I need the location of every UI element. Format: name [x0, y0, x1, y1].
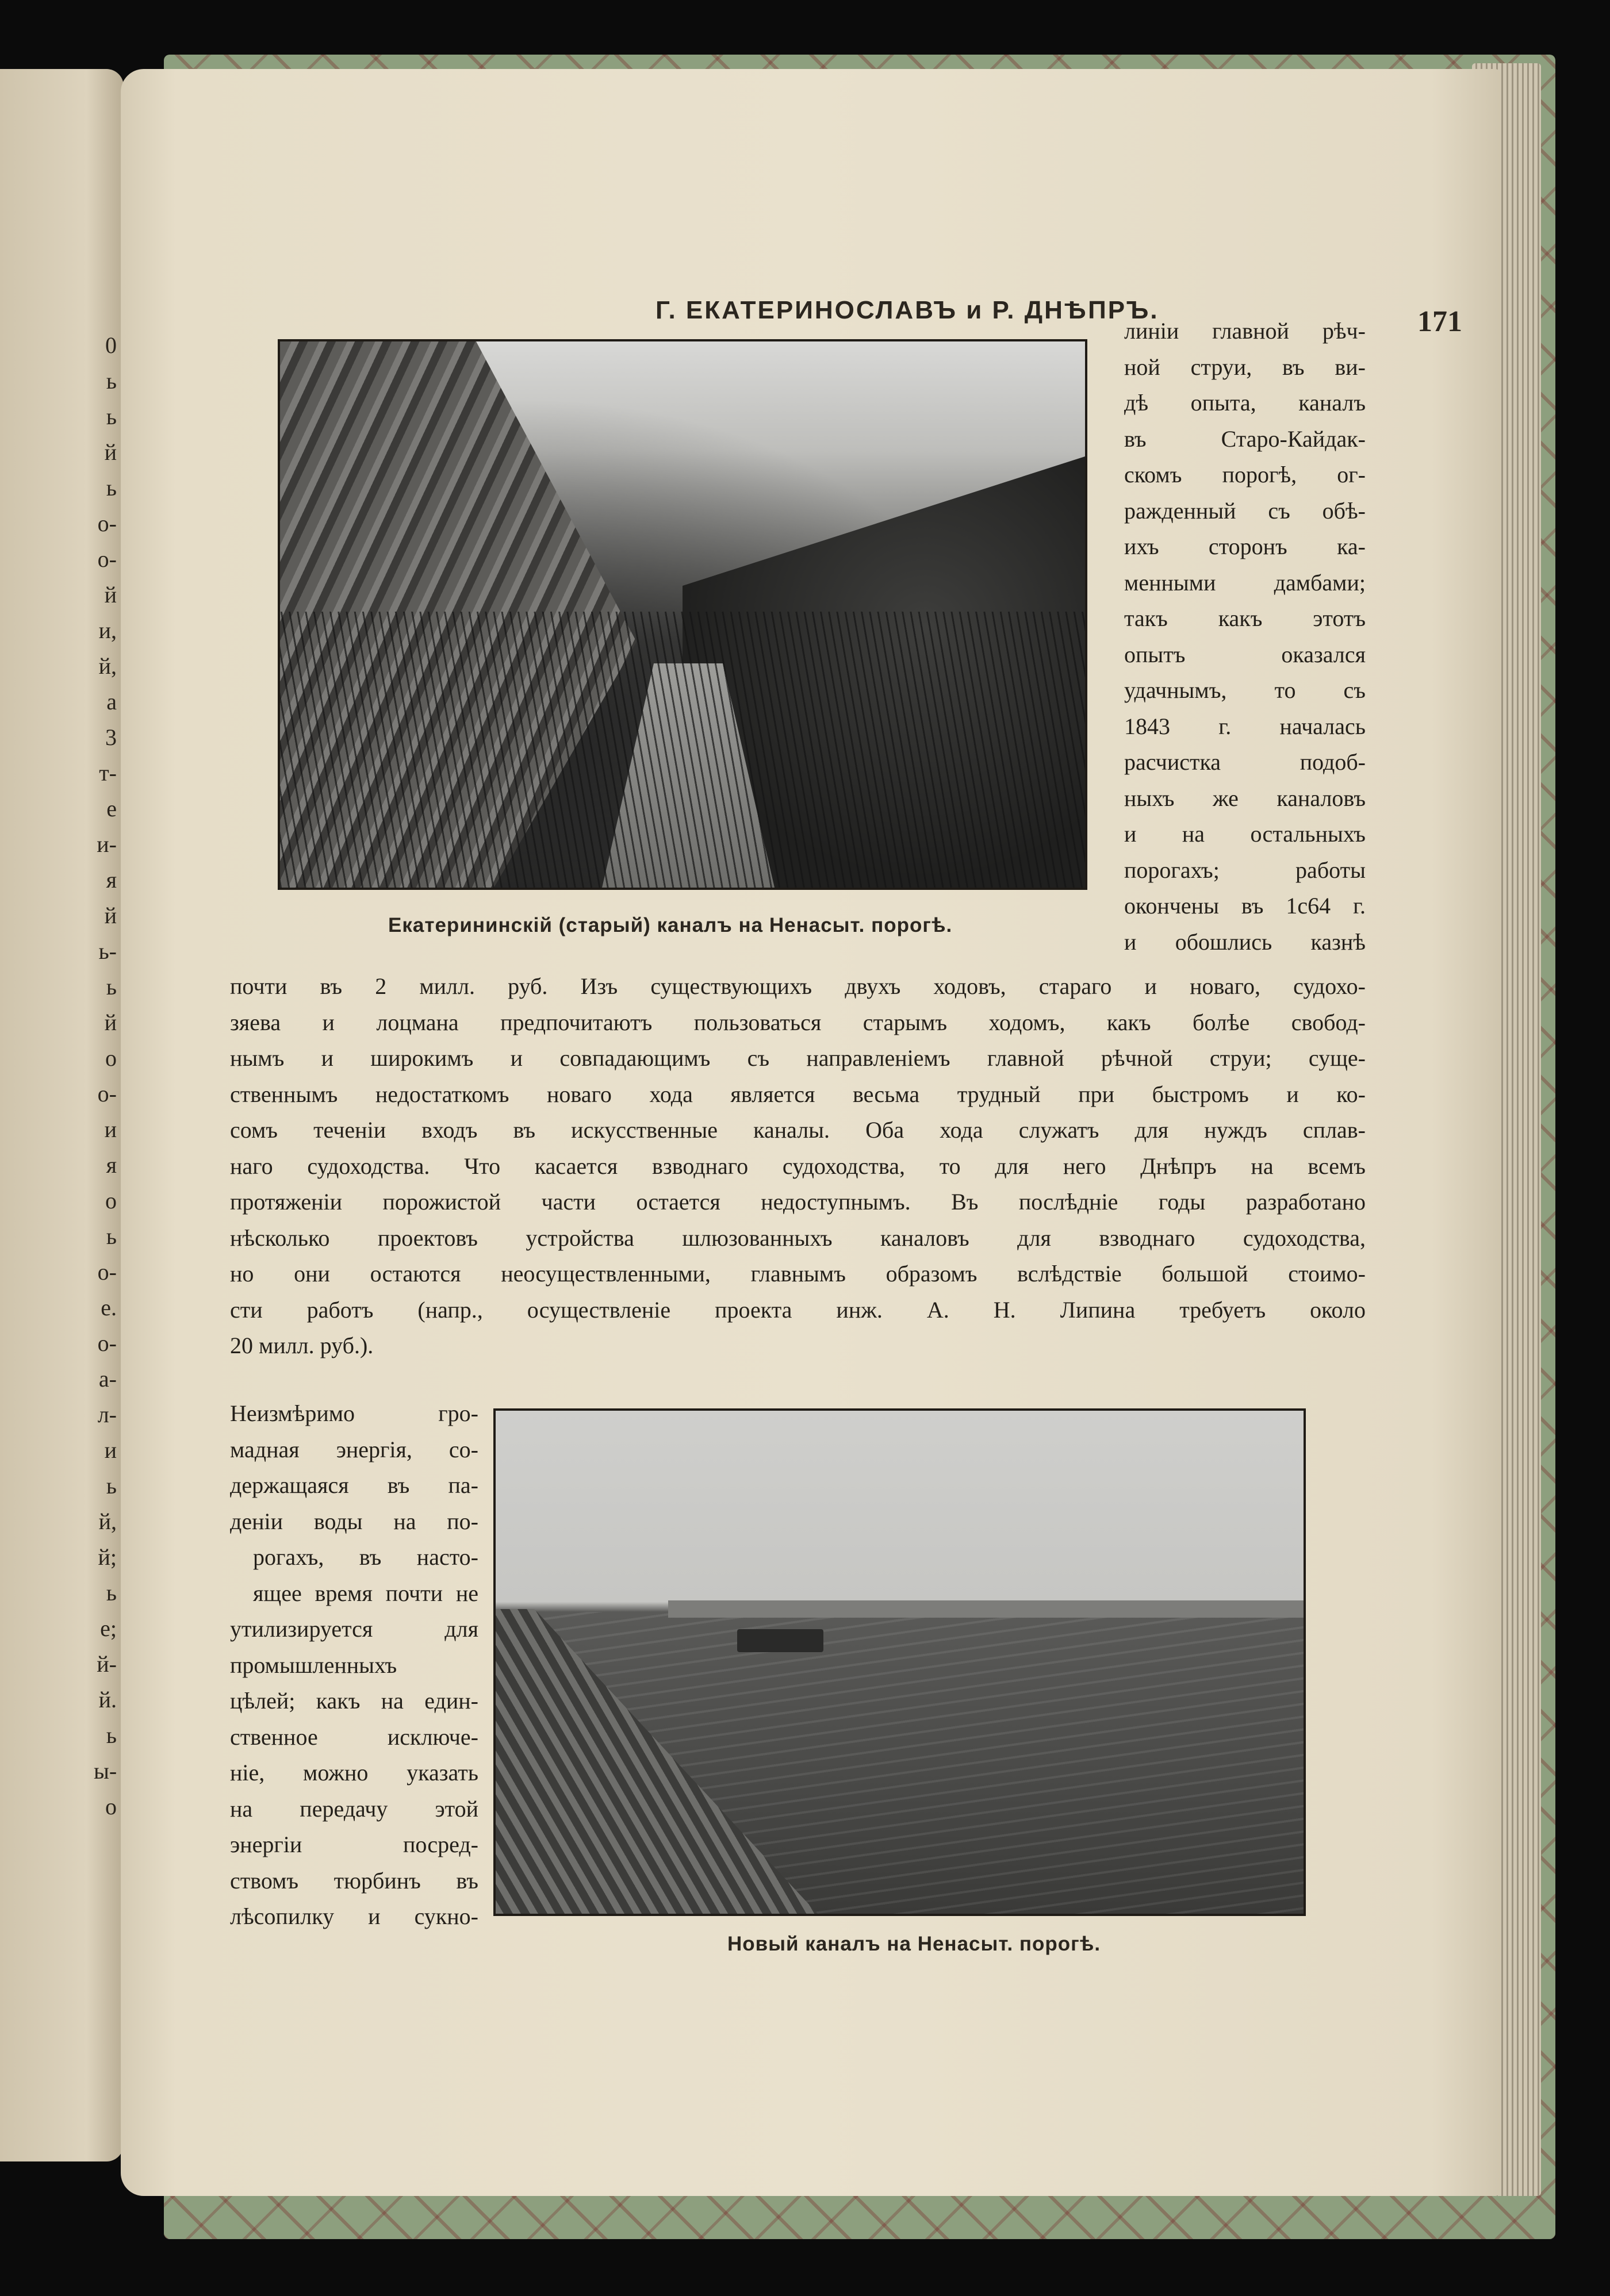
text-line: менными дамбами; — [1124, 569, 1366, 596]
text-line: Неизмѣримо гро- — [230, 1400, 478, 1426]
photo-reeds — [280, 612, 1085, 888]
photo-old-canal — [278, 339, 1087, 890]
edge-char: о- — [97, 1259, 117, 1285]
text-line: утилизируется для — [230, 1616, 478, 1642]
edge-char: е; — [100, 1615, 117, 1641]
text-line: ственнымъ недостаткомъ новаго хода является весьма трудный при быстромъ и ко- — [230, 1081, 1366, 1107]
edge-char: ь — [106, 1223, 117, 1249]
text-line: ной струи, въ ви- — [1124, 354, 1366, 380]
edge-char: о- — [97, 1081, 117, 1107]
edge-char: т- — [99, 760, 117, 786]
text-line: мадная энергія, со- — [230, 1436, 478, 1462]
text-line: ніе, можно указать — [230, 1760, 478, 1786]
text-line: pажденный съ обѣ- — [1124, 497, 1366, 524]
photo-shore — [668, 1600, 1304, 1618]
body-text — [230, 969, 1366, 1364]
edge-char: о- — [97, 1330, 117, 1356]
edge-char: ы- — [94, 1758, 117, 1784]
edge-char: е — [106, 796, 117, 821]
edge-char: и, — [98, 617, 117, 643]
edge-char: ь- — [98, 938, 117, 964]
edge-char: о- — [97, 510, 117, 536]
text-line: деніи воды на по- — [230, 1508, 478, 1534]
text-line: почти въ 2 милл. руб. Изъ существующихъ двухъ ходовъ, стараго и новаго, судохо- — [230, 973, 1366, 999]
edge-char: й; — [98, 1544, 117, 1570]
edge-char: й- — [97, 1651, 117, 1677]
edge-char: я — [106, 1152, 117, 1178]
text-line: расчистка подоб- — [1124, 749, 1366, 775]
text-line: лѣсопилку и сукно- — [230, 1903, 478, 1929]
text-line: опытъ оказался — [1124, 641, 1366, 667]
text-line: линіи главной рѣч- — [1124, 318, 1366, 344]
edge-char: ь — [106, 404, 117, 429]
edge-char: й — [104, 439, 117, 465]
text-line: ствомъ тюрбинъ въ — [230, 1867, 478, 1894]
edge-char: а- — [98, 1366, 117, 1392]
page-number: 171 — [1417, 305, 1462, 338]
edge-char: о — [105, 1045, 117, 1071]
text-line: порогахъ; работы — [1124, 857, 1366, 883]
edge-char: а — [106, 689, 117, 715]
text-line: 1843 г. началась — [1124, 713, 1366, 739]
text-line: рогахъ, въ насто- — [253, 1544, 478, 1570]
text-line: и обошлись казнѣ — [1124, 928, 1366, 955]
text-line: ственное исключе- — [230, 1723, 478, 1750]
text-line: и на остальныхъ — [1124, 821, 1366, 847]
text-line: ящее время почти не — [253, 1580, 478, 1606]
left-page-edge — [0, 69, 124, 2161]
edge-char: е. — [101, 1295, 117, 1320]
edge-char: ь — [106, 475, 117, 501]
book-page — [121, 69, 1501, 2196]
text-line: на передачу этой — [230, 1795, 478, 1822]
right-column-text — [1124, 313, 1366, 960]
text-line: но они остаются неосуществленными, главнымъ образомъ вслѣдствіе большой стоимо- — [230, 1261, 1366, 1287]
text-line: наго судоходства. Что касается взводнаго судоходства, то для него Днѣпръ на всемъ — [230, 1153, 1366, 1179]
edge-char: ь — [106, 368, 117, 394]
edge-char: ь — [106, 1580, 117, 1606]
text-line: нымъ и широкимъ и совпадающимъ съ направленіемъ главной рѣчной струи; суще- — [230, 1045, 1366, 1071]
text-line: ихъ сторонъ ка- — [1124, 533, 1366, 559]
edge-char: ь — [106, 1722, 117, 1748]
text-line: окончены въ 1с64 г. — [1124, 893, 1366, 919]
photo-new-canal — [493, 1408, 1306, 1916]
text-line: цѣлей; какъ на един- — [230, 1688, 478, 1714]
edge-char: й, — [98, 653, 117, 679]
edge-char: и — [104, 1437, 117, 1463]
edge-char: о — [105, 1188, 117, 1214]
edge-char: й. — [98, 1687, 117, 1713]
text-line: скомъ порогѣ, ог- — [1124, 462, 1366, 487]
running-header: Г. ЕКАТЕРИНОСЛАВЪ и Р. ДНѢПРЪ. — [656, 296, 1159, 324]
photo-boat — [737, 1629, 823, 1652]
text-line: дѣ опыта, каналъ — [1124, 390, 1366, 416]
text-line: сти работъ (напр., осуществленіе проекта инж. А. Н. Липина требуетъ около — [230, 1296, 1366, 1323]
text-line: энергіи посред- — [230, 1832, 478, 1857]
text-line: такъ какъ этотъ — [1124, 605, 1366, 631]
text-line: промышленныхъ — [230, 1652, 397, 1678]
text-line: сомъ теченіи входъ въ искусственные каналы. Оба хода служатъ для нуждъ сплав- — [230, 1117, 1366, 1143]
text-line: зяева и лоцмана предпочитаютъ пользоваться старымъ ходомъ, какъ болѣе свобод- — [230, 1009, 1366, 1035]
edge-char: 0 — [105, 332, 117, 358]
edge-char: ь — [106, 974, 117, 1000]
text-line: ныхъ же каналовъ — [1124, 785, 1366, 811]
edge-char: и — [104, 1116, 117, 1142]
text-line: въ Старо-Кайдак- — [1124, 425, 1366, 452]
edge-char: л- — [97, 1402, 117, 1427]
edge-char: й — [104, 1009, 117, 1035]
caption-new-canal: Новый каналъ на Ненасыт. порогѣ. — [727, 1933, 1101, 1955]
edge-char: я — [106, 867, 117, 893]
edge-char: о — [105, 1794, 117, 1819]
edge-char: о- — [97, 546, 117, 572]
text-line: 20 милл. руб.). — [230, 1333, 374, 1358]
edge-char: ь — [106, 1473, 117, 1499]
edge-char: й — [104, 903, 117, 928]
text-line: держащаяся въ па- — [230, 1472, 478, 1498]
edge-char: и- — [97, 831, 117, 857]
edge-char: й — [104, 582, 117, 608]
left-column-text — [230, 1396, 478, 1935]
text-line: нѣсколько проектовъ устройства шлюзованныхъ каналовъ для взводнаго судоходства, — [230, 1224, 1366, 1251]
left-page-edge-text — [94, 328, 117, 1825]
edge-char: й, — [98, 1508, 117, 1534]
caption-old-canal: Екатерининскій (старый) каналъ на Ненасыт. порогѣ. — [388, 914, 953, 936]
text-line: удачнымъ, то съ — [1124, 677, 1366, 703]
edge-char: 3 — [105, 724, 117, 750]
text-line: протяженіи порожистой части остается недоступнымъ. Въ послѣдніе годы разработано — [230, 1189, 1366, 1215]
